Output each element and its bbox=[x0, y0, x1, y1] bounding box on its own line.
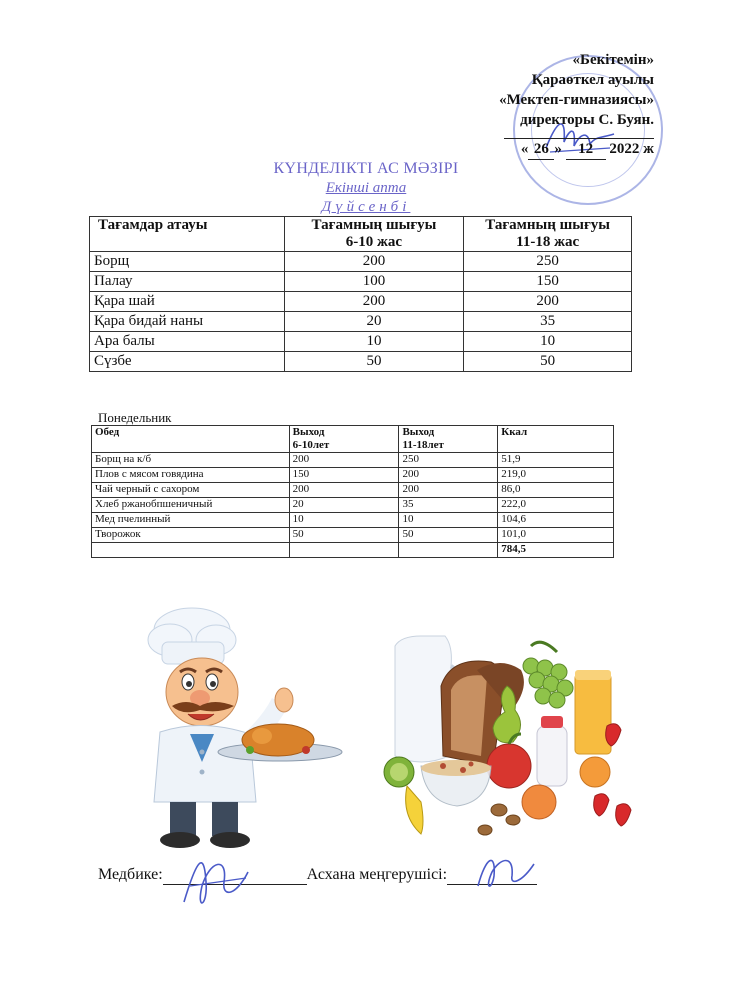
ru-header-11-18 bbox=[399, 426, 498, 453]
ru-header-kcal-text: Ккал bbox=[501, 426, 528, 438]
table-row bbox=[90, 292, 632, 312]
ru-portion-6-10: 150 bbox=[289, 468, 399, 483]
kz-dish: Қара шай bbox=[90, 292, 285, 312]
approval-signature-line bbox=[504, 130, 654, 139]
ru-dish: Хлеб ржанобпшеничный bbox=[92, 498, 290, 513]
ru-total-empty-1 bbox=[92, 543, 290, 558]
ru-header-6-10-line1: Выход bbox=[292, 426, 325, 438]
ru-portion-6-10: 50 bbox=[289, 528, 399, 543]
ru-dish: Мед пчелинный bbox=[92, 513, 290, 528]
kz-portion-6-10: 200 bbox=[284, 292, 464, 312]
table-row bbox=[92, 528, 614, 543]
table-row bbox=[90, 352, 632, 372]
week-label: Екінші апта bbox=[325, 180, 407, 196]
kitchen-head-signature bbox=[470, 846, 540, 896]
ru-header-6-10-line2: 6-10лет bbox=[292, 439, 330, 451]
ru-kcal: 51,9 bbox=[498, 453, 614, 468]
approval-line-4: директоры С. Буян. bbox=[520, 112, 654, 128]
kz-header-6-10 bbox=[284, 217, 464, 252]
table-row bbox=[92, 453, 614, 468]
kz-dish: Палау bbox=[90, 272, 285, 292]
nurse-signature bbox=[176, 842, 256, 916]
healthy-food-illustration bbox=[381, 606, 637, 846]
ru-dish: Плов с мясом говядина bbox=[92, 468, 290, 483]
kz-dish: Қара бидай наны bbox=[90, 312, 285, 332]
ru-portion-6-10: 10 bbox=[289, 513, 399, 528]
ru-total-row bbox=[92, 543, 614, 558]
ru-kcal: 104,6 bbox=[498, 513, 614, 528]
ru-header-row bbox=[92, 426, 614, 453]
ru-dish: Творожок bbox=[92, 528, 290, 543]
kz-portion-11-18: 150 bbox=[464, 272, 632, 292]
approval-line-2: Қараөткел ауылы bbox=[531, 72, 654, 88]
ru-total-kcal: 784,5 bbox=[498, 543, 614, 558]
kz-header-6-10-line1: Тағамның шығуы bbox=[311, 217, 437, 233]
kz-portion-6-10: 20 bbox=[284, 312, 464, 332]
date-month: 12 bbox=[566, 139, 606, 160]
ru-kcal: 101,0 bbox=[498, 528, 614, 543]
table-row bbox=[90, 312, 632, 332]
date-year: 2022 ж bbox=[609, 141, 654, 157]
approval-block bbox=[499, 50, 654, 160]
table-row bbox=[92, 468, 614, 483]
kz-portion-11-18: 50 bbox=[464, 352, 632, 372]
ru-kcal: 219,0 bbox=[498, 468, 614, 483]
kz-header-row bbox=[90, 217, 632, 252]
day-label: Дүйсенбі bbox=[321, 199, 411, 215]
ru-portion-11-18: 250 bbox=[399, 453, 498, 468]
ru-portion-11-18: 200 bbox=[399, 468, 498, 483]
ru-header-lunch bbox=[92, 426, 290, 453]
kz-portion-11-18: 250 bbox=[464, 252, 632, 272]
chef-illustration bbox=[130, 602, 350, 850]
kz-portion-6-10: 10 bbox=[284, 332, 464, 352]
table-row bbox=[90, 272, 632, 292]
table-row bbox=[92, 483, 614, 498]
menu-title: КҮНДЕЛІКТІ АС МӘЗІРІ bbox=[273, 160, 459, 177]
kz-header-11-18-line1: Тағамның шығуы bbox=[485, 217, 611, 233]
date-day: 26 bbox=[528, 139, 554, 160]
ru-total-empty-3 bbox=[399, 543, 498, 558]
kitchen-head-label: Асхана меңгерушісі: bbox=[306, 866, 448, 883]
ru-portion-11-18: 35 bbox=[399, 498, 498, 513]
ru-table-caption: Понедельник bbox=[98, 410, 172, 425]
kz-dish: Борщ bbox=[90, 252, 285, 272]
kz-portion-11-18: 35 bbox=[464, 312, 632, 332]
kz-header-6-10-line2: 6-10 жас bbox=[345, 234, 403, 250]
kz-dish: Ара балы bbox=[90, 332, 285, 352]
approval-line-3: «Мектеп-гимназиясы» bbox=[499, 92, 654, 108]
table-row bbox=[92, 498, 614, 513]
kz-portion-11-18: 10 bbox=[464, 332, 632, 352]
kz-portion-6-10: 50 bbox=[284, 352, 464, 372]
ru-header-11-18-line1: Выход bbox=[402, 426, 435, 438]
ru-portion-6-10: 20 bbox=[289, 498, 399, 513]
kz-header-11-18 bbox=[464, 217, 632, 252]
ru-dish: Чай черный с сахором bbox=[92, 483, 290, 498]
table-row bbox=[92, 513, 614, 528]
ru-menu-table bbox=[91, 425, 614, 558]
ru-header-kcal bbox=[498, 426, 614, 453]
approval-date: « 26 » 12 2022 ж bbox=[499, 139, 654, 160]
ru-header-lunch-text: Обед bbox=[95, 426, 120, 438]
ru-kcal: 86,0 bbox=[498, 483, 614, 498]
ru-portion-11-18: 50 bbox=[399, 528, 498, 543]
kz-header-dish-text: Тағамдар атауы bbox=[98, 217, 208, 233]
kz-portion-11-18: 200 bbox=[464, 292, 632, 312]
ru-total-empty-2 bbox=[289, 543, 399, 558]
ru-header-6-10 bbox=[289, 426, 399, 453]
table-row bbox=[90, 332, 632, 352]
kz-header-11-18-line2: 11-18 жас bbox=[516, 234, 580, 250]
kz-menu-table bbox=[89, 216, 632, 372]
nurse-label: Медбике: bbox=[98, 866, 163, 883]
kz-dish: Сүзбе bbox=[90, 352, 285, 372]
kz-portion-6-10: 200 bbox=[284, 252, 464, 272]
table-row bbox=[90, 252, 632, 272]
ru-portion-6-10: 200 bbox=[289, 453, 399, 468]
ru-portion-11-18: 10 bbox=[399, 513, 498, 528]
ru-kcal: 222,0 bbox=[498, 498, 614, 513]
approval-line-1: «Бекітемін» bbox=[572, 52, 654, 68]
ru-dish: Борщ на к/б bbox=[92, 453, 290, 468]
ru-header-11-18-line2: 11-18лет bbox=[402, 439, 444, 451]
kz-header-dish bbox=[90, 217, 285, 252]
ru-portion-6-10: 200 bbox=[289, 483, 399, 498]
kz-portion-6-10: 100 bbox=[284, 272, 464, 292]
ru-portion-11-18: 200 bbox=[399, 483, 498, 498]
